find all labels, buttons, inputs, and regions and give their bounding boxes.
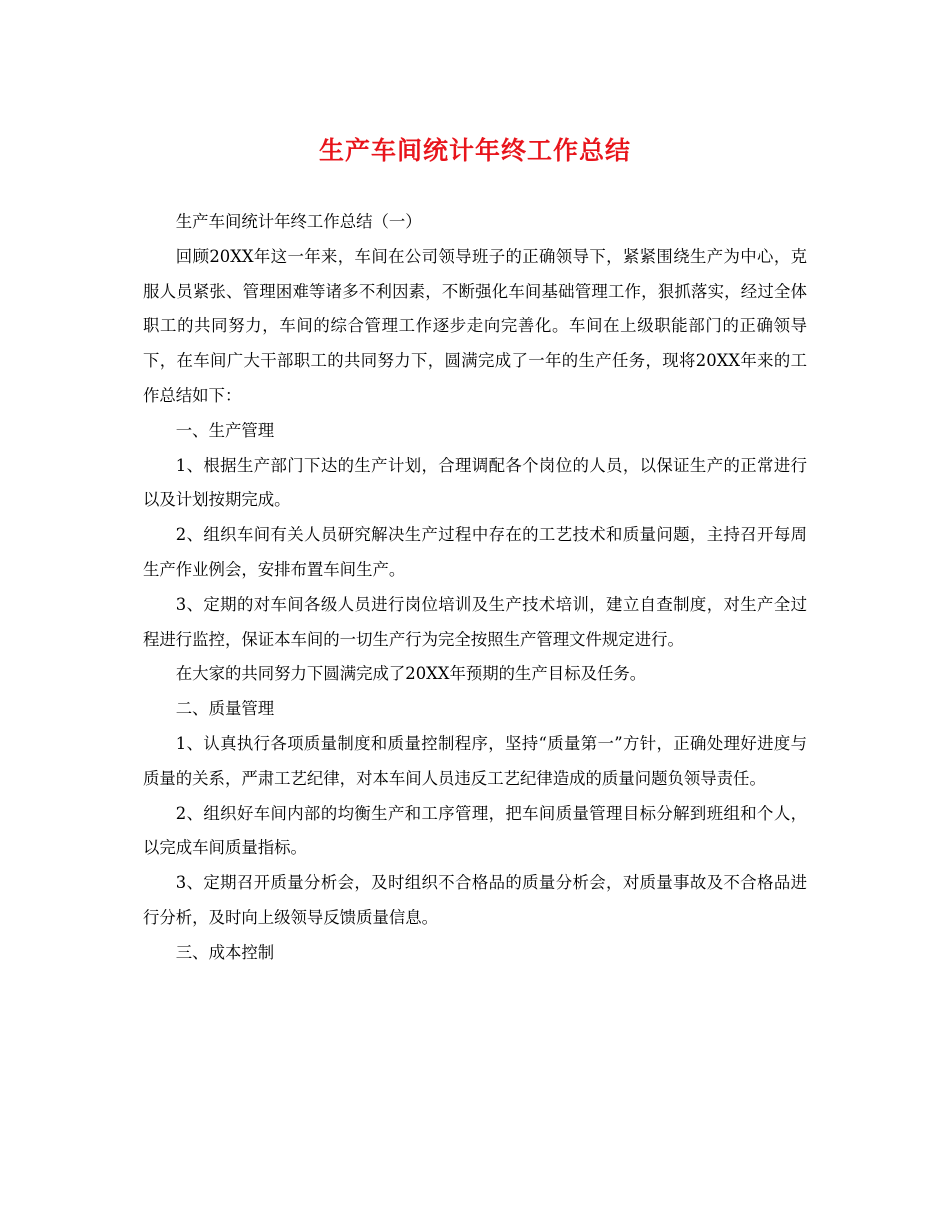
- section-heading-production: 一、生产管理: [175, 420, 275, 440]
- section-heading-quality: 二、质量管理: [175, 699, 275, 719]
- production-item-1: 1、根据生产部门下达的生产计划，合理调配各个岗位的人员，以保证生产的正常进行以及计划按期完成。: [143, 455, 807, 510]
- quality-item-1: 1、认真执行各项质量制度和质量控制程序，坚持“质量第一”方针，正确处理好进度与质量的关系，严肃工艺纪律，对本车间人员违反工艺纪律造成的质量问题负领导责任。: [143, 733, 807, 788]
- subtitle-paragraph: 生产车间统计年终工作总结（一）: [175, 212, 422, 231]
- section-heading-cost: 三、成本控制: [175, 942, 275, 962]
- production-item-3: 3、定期的对车间各级人员进行岗位培训及生产技术培训，建立自查制度，对生产全过程进行监控，保证本车间的一切生产行为完全按照生产管理文件规定进行。: [143, 594, 807, 649]
- production-summary: 在大家的共同努力下圆满完成了20XX年预期的生产目标及任务。: [175, 664, 647, 684]
- quality-item-2: 2、组织好车间内部的均衡生产和工序管理，把车间质量管理目标分解到班组和个人，以完成车间质量指标。: [143, 803, 807, 858]
- document-title: 生产车间统计年终工作总结: [318, 136, 631, 165]
- document-body: [143, 205, 807, 971]
- production-item-2: 2、组织车间有关人员研究解决生产过程中存在的工艺技术和质量问题，主持召开每周生产作业例会，安排布置车间生产。: [143, 525, 807, 579]
- intro-paragraph: 回顾20XX年这一年来，车间在公司领导班子的正确领导下，紧紧围绕生产为中心，克服人员紧张、管理困难等诸多不利因素，不断强化车间基础管理工作，狠抓落实，经过全体职工的共同努力，车间的综合管理工作逐步走向完善化。车间在上级职能部门的正确领导下，在车间广大干部职工的共同努力下，圆满完成了一年的生产任务，现将20XX年来的工作总结如下：: [143, 246, 807, 405]
- quality-item-3: 3、定期召开质量分析会，及时组织不合格品的质量分析会，对质量事故及不合格品进行分析，及时向上级领导反馈质量信息。: [143, 873, 807, 927]
